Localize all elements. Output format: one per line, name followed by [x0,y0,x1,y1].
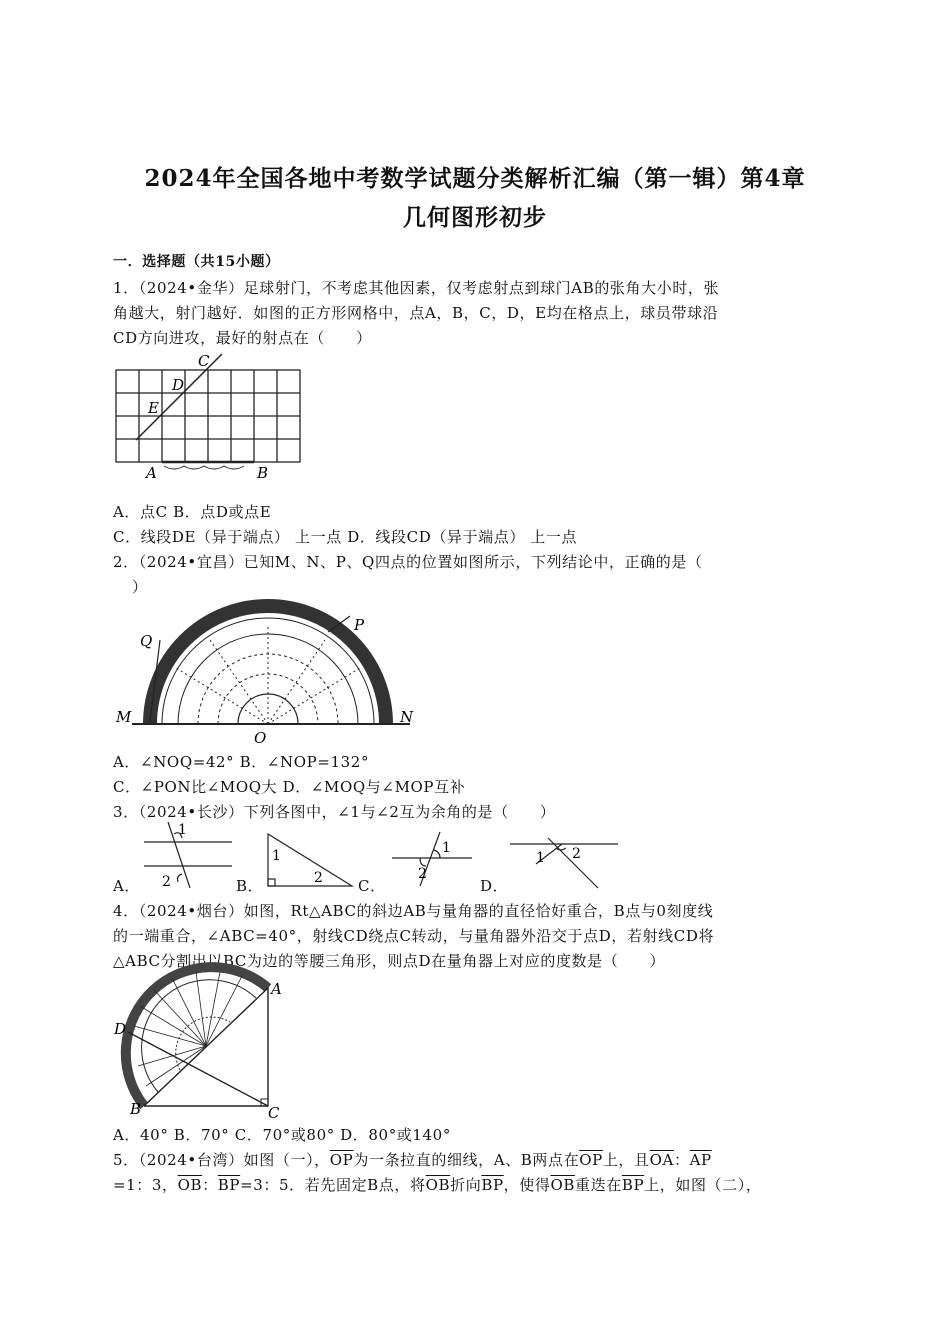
q5-l2-segment-ob-3: $\overline{OB}$ [550,1176,576,1194]
q3a-angle-1: 1 [178,822,187,838]
q2-label-m: M [116,708,132,726]
q4-text-1: 4．（2024•烟台）如图，Rt△ABC的斜边AB与量角器的直径恰好重合，B点与0刻度线 [113,902,714,920]
q3-text-1: 3．（2024•长沙）下列各图中，∠1与∠2互为余角的是（ ） [113,803,556,821]
q5-l2-part-d: 折向 [450,1176,482,1194]
q3-figure-a [140,820,235,892]
q5-l2-part-a: =1：3， [113,1176,178,1194]
q3-option-a: A． [113,877,141,895]
q5-l2-part-e: ，使得 [503,1176,551,1194]
q5-l1-part-c: 上，且 [602,1151,650,1169]
q5-l2-part-c: =3：5．若先固定B点，将 [240,1176,426,1194]
q5-l2-part-b: ： [202,1176,218,1194]
q2-text-1: 2．（2024•宜昌）已知M、N、P、Q四点的位置如图所示，下列结论中，正确的是（ [113,553,703,571]
q4-label-a: A [271,980,282,998]
page-subtitle: 几何图形初步 [403,204,547,231]
q3a-angle-2: 2 [162,874,171,890]
q5-l2-segment-ob: $\overline{OB}$ [177,1176,203,1194]
q1-label-d: D [172,376,185,394]
q5-l1-segment-ap: $\overline{AP}$ [689,1151,712,1169]
q3c-angle-1: 1 [442,840,451,856]
page-title: 2024年全国各地中考数学试题分类解析汇编（第一辑）第4章 [144,165,806,192]
q3b-angle-1: 1 [272,848,281,864]
q4-options: A．40° B．70° C．70°或80° D．80°或140° [113,1126,451,1144]
q5-l2-segment-bp: $\overline{BP}$ [217,1176,241,1194]
q1-grid-figure [110,352,310,484]
q3c-angle-2: 2 [418,866,427,882]
q4-text-2: 的一端重合，∠ABC=40°，射线CD绕点C转动，与量角器外沿交于点D，若射线CD将 [113,927,715,945]
q4-label-c: C [268,1104,280,1122]
q1-label-e: E [148,399,159,417]
q5-l1-segment-op: $\overline{OP}$ [329,1151,354,1169]
q3-option-d: D． [480,877,509,895]
q1-label-b: B [257,464,269,482]
q1-text-3: CD方向进攻，最好的射点在（ ） [113,329,372,347]
q5-l1-part-a: 5．（2024•台湾）如图（一）， [113,1151,330,1169]
q1-text-1: 1．（2024•金华）足球射门，不考虑其他因素，仅考虑射点到球门AB的张角大小时，张 [113,279,720,297]
q3-figure-d [508,836,623,892]
q4-text-3: △ABC分割出以BC为边的等腰三角形，则点D在量角器上对应的度数是（ ） [113,952,666,970]
q3d-angle-2: 2 [572,846,581,862]
q1-options-cd: C．线段DE（异于端点） 上一点 D．线段CD（异于端点） 上一点 [113,528,578,546]
q2-label-q: Q [140,632,153,650]
q5-l2-segment-bp-3: $\overline{BP}$ [621,1176,645,1194]
q5-l2-part-g: 上，如图（二）， [644,1176,762,1194]
section-heading: 一．选择题（共15小题） [113,254,280,270]
q1-label-c: C [198,352,210,370]
q4-label-b: B [130,1100,142,1118]
q5-l1-part-d: ： [673,1151,690,1169]
q5-text-1 [113,1149,712,1170]
q4-figure [110,970,300,1120]
q5-l1-part-b: 为一条拉直的细线，A、B两点在 [353,1151,580,1169]
q2-options-cd: C．∠PON比∠MOQ大 D．∠MOQ与∠MOP互补 [113,778,466,796]
q1-label-a: A [146,464,157,482]
q5-l1-segment-op-2: $\overline{OP}$ [579,1151,603,1169]
q1-text-2: 角越大，射门越好．如图的正方形网格中，点A，B，C，D，E均在格点上，球员带球沿 [113,304,719,322]
q2-label-n: N [400,708,414,726]
q1-options-ab: A．点C B．点D或点E [113,503,272,521]
q3-figure-c [390,830,475,888]
q5-l2-segment-bp-2: $\overline{BP}$ [481,1176,504,1194]
q3-option-b: B． [236,877,264,895]
q5-text-2 [113,1174,761,1195]
q2-label-o: O [254,729,267,747]
q2-label-p: P [354,616,365,634]
q5-l2-part-f: 重迭在 [575,1176,622,1194]
q5-l1-segment-oa: $\overline{OA}$ [649,1151,674,1169]
q3d-angle-1: 1 [536,850,545,866]
q3b-angle-2: 2 [314,870,323,886]
q5-l2-segment-ob-2: $\overline{OB}$ [425,1176,451,1194]
q3-option-c: C． [358,877,386,895]
q2-text-2: ） [132,578,148,596]
q2-options-ab: A．∠NOQ=42° B．∠NOP=132° [113,753,370,771]
q2-protractor-figure [110,598,420,746]
q3-figure-b [262,830,357,890]
q4-label-d: D [114,1020,127,1038]
